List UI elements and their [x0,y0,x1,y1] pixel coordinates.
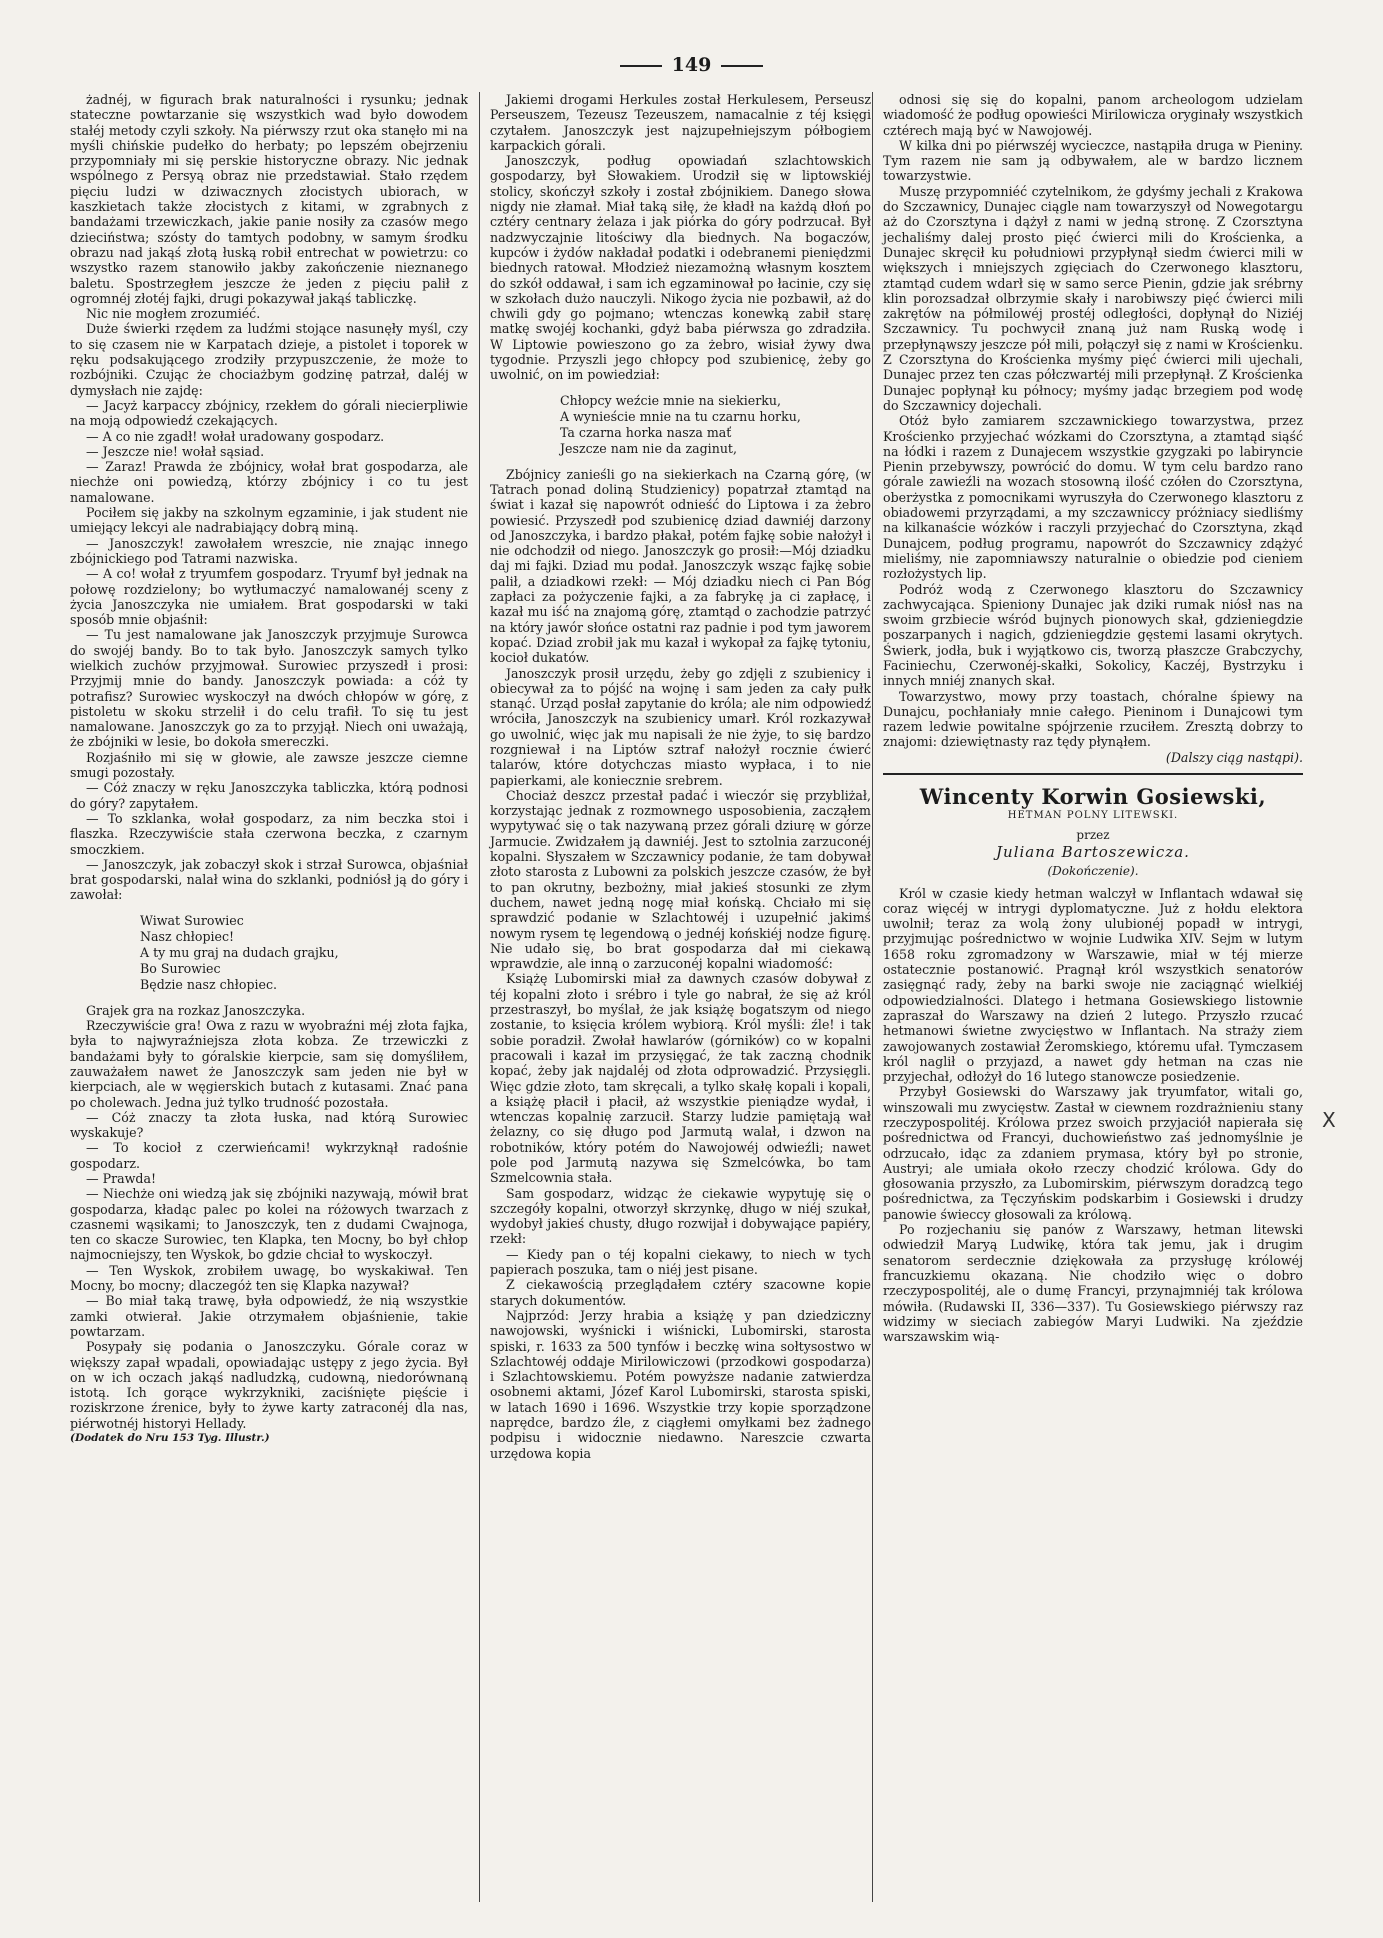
article-by: przez [1076,827,1110,842]
verse [140,913,468,993]
paragraph: Jakiemi drogami Herkules został Herkulesem, Perseusz Perseuszem, Tezeusz Tezeuszem, namacalnie z téj księgi czytałem. Janoszczyk jest najzupełniejszym półbogiem karpackich górali. [490,92,871,153]
paragraph: — To kocioł z czerwieńcami! wykrzyknął radośnie gospodarz. [70,1140,468,1171]
paragraph: Zbójnicy zanieśli go na siekierkach na Czarną górę, (w Tatrach ponad doliną Studzienicy) popatrzał ztamtąd na świat i kazał się napowrót odnieść do Liptowa i za żebro powiesić. Przyszedł pod szubienicę dziad dawniéj darzony od Janoszczyka, i bardzo płakał, potém fajkę sobie nałożył i nie odchodził od niego. Janoszczyk go prosił:—Mój dziadku daj mi fajki. Dziad mu podał. Janoszczyk wsząc fajkę sobie palił, a dziadkowi rzekł: — Mój dziadku niech ci Pan Bóg zapłaci za pożyczenie fajki, a za fabrykę ja ci zapłacę, i kazał mu iść na znajomą górę, ztamtąd o zachodzie patrzyć na który jawór słońce ostatni raz padnie i pod tym jaworem kopać. Dziad zrobił jak mu kazał i wykopał za fajkę tytoniu, kocioł dukatów. [490,466,871,666]
article-subtitle: HETMAN POLNY LITEWSKI. [1007,810,1179,822]
paragraph: Janoszczyk prosił urzędu, żeby go zdjęli z szubienicy i obiecywał za to pójść na wojnę i sam jeden za cały pułk stanąć. Urząd posłał zapytanie do króla; ale nim odpowiedź wróciła, Janoszczyk na szubienicy umarł. Król rozkazywał go uwolnić, więc jak mu napisali że nie żyje, to się bardzo rozgniewał i na Liptów sztraf nałożył rocznie ćwierć talarów, które dotychczas miasto wypłaca, i to nie papierkami, ale koniecznie srebrem. [490,665,871,788]
paragraph: Janoszczyk, podług opowiadań szlachtowskich gospodarzy, był Słowakiem. Urodził się w liptowskiéj stolicy, skończył szkoły i został zbójnikiem. Danego słowa nigdy nie złamał. Miał taką siłę, że kładł na każdą dłoń po cztéry centnary żelaza i jak piórka do góry podrzucał. Był nadzwyczajnie litościwy dla biednych. Na bogaczów, kupców i żydów nakładał podatki i odebranemi pieniędzmi biednych ratował. Młodzież niezamożną własnym kosztem do szkół oddawał, i sam ich egzaminował po łacinie, czy się w szkołach dużo nauczyli. Nikogo życia nie pozbawił, aż do chwili gdy go pojmano; wtenczas konewką zabił starę matkę swojéj kochanki, gdyż baba piérwsza go zdradziła. W Liptowie powieszono go za żebro, wisiał żywy dwa tygodnie. Przyszli jego chłopcy pod szubienicę, żeby go uwolnić, on im powiedział: [490,153,871,383]
paragraph: żadnéj, w figurach brak naturalności i rysunku; jednak stateczne powtarzanie się wszystkich wad było dowodem stałéj metody czyli szkoły. Na piérwszy rzut oka stanęło mi na myśli chińskie pudełko do herbaty; po lepszém obejrzeniu przypomniały mi się perskie historyczne obrazy. Nic jednak wspólnego z Persyą obraz nie przedstawiał. Stało rzędem pięciu ludzi w dziwacznych złocistych ubiorach, w kaszkietach także złocistych z kitami, w zgrabnych z bandażami trzewiczkach, jakie panie nosiły za czasów mego dzieciństwa; szósty do tamtych podobny, w samym środku obrazu nad jakąś złotą łuską robił entrechat w powietrzu: co wszystko razem stanowiło jakby zakończenie nieznanego baletu. Spostrzegłem jeszcze że jeden z pięciu palił z ogromnéj złotéj fajki, drugi pokazywał jakąś tabliczkę. [70,92,468,306]
verse-line: Bo Surowiec [140,960,221,976]
page-number-text: 149 [671,54,712,76]
paragraph: Towarzystwo, mowy przy toastach, chóralne śpiewy na Dunajcu, pochłaniały mnie całego. Pieninom i Dunajcowi tym razem ledwie powitalne spójrzenie rzuciłem. Zresztą dobrzy to znajomi: dziewiętnasty raz tędy płynąłem. [883,688,1303,750]
paragraph: — Jacyż karpaccy zbójnicy, rzekłem do górali niecierpliwie na moją odpowiedź czekających. [70,397,468,429]
column-3 [872,92,1303,1902]
paragraph: — Ten Wyskok, zrobiłem uwagę, bo wyskakiwał. Ten Mocny, bo mocny; dlaczegóż ten się Klapka nazywał? [70,1262,468,1294]
verse-line: A wynieście mnie na tu czarnu horku, [560,408,801,424]
paragraph: — Cóż znaczy ta złota łuska, nad którą Surowiec wyskakuje? [70,1109,468,1141]
paragraph: odnosi się się do kopalni, panom archeologom udzielam wiadomość że podług opowieści Mirilowicza oryginały wszystkich cztérech mają być w Nawojowéj. [883,92,1303,138]
paragraph: Rzeczywiście gra! Owa z razu w wyobraźni méj złota fajka, była to najwyraźniejsza złota kobza. Ze trzewiczki z bandażami były to góralskie kierpcie, sam się domyśliłem, zauważałem nawet że Janoszczyk sam jeden nie był w kierpciach, ale w węgierskich butach z kutasami. Znać pana po cholewach. Jedna już tylko trudność pozostała. [70,1018,468,1110]
paragraph: — Cóż znaczy w ręku Janoszczyka tabliczka, którą podnosi do góry? zapytałem. [70,780,468,811]
paragraph: — Prawda! [86,1171,157,1186]
paragraph: Pociłem się jakby na szkolnym egzaminie, i jak student nie umiejący lekcyi ale nadrabiający dobrą miną. [70,505,468,536]
verse-line: Jeszcze nam nie da zaginut, [560,440,737,456]
paragraph: Sam gospodarz, widząc że ciekawie wypytuję się o szczegóły kopalni, otworzył skrzynkę, długo w niéj szukał, wydobył jakieś chusty, długo rozwijał i dobywające papiéry, rzekł: [490,1185,871,1247]
paragraph: Otóż było zamiarem szczawnickiego towarzystwa, przez Krościenko przyjechać wózkami do Czorsztyna, a ztamtąd siąść na łódki i razem z Dunajecem wszystkie gzygzaki po labiryncie Pienin przebywszy, powrócić do domu. W tym celu bardzo rano górale zawieźli na wozach stosowną ilość czółen do Czorsztyna, oberżystka z pomocnikami wyruszyła do Czerwonego klasztoru z obiadowemi przyrządami, a my szczawniccy próżniacy siedliśmy na kilkanaście wózków i raczyli przyjechać do Czorsztyna, zkąd Dunajcem, podług programu, napowrót do Szczawnicy zdążyć mieliśmy, nie zapomniawszy naturalnie o obiedzie pod cieniem rozłożystych lip. [883,413,1303,582]
paragraph: Grajek gra na rozkaz Janoszczyka. [86,1002,306,1018]
article-note: (Dokończenie). [1047,864,1139,879]
to-be-continued: (Dalszy ciąg nastąpi). [1165,749,1303,765]
paragraph: Posypały się podania o Janoszczyku. Górale coraz w większy zapał wpadali, opowiadając ustępy z jego życia. Był on w ich oczach jakąś nadludzką, cudowną, niedorównaną istotą. Ich gorące wykrzykniki, zaciśnięte pięście i roziskrzone źrenice, były to żywe karty zatraconéj dla nas, piérwotnéj historyi Hellady. [70,1339,468,1431]
paragraph: Z ciekawością przeglądałem cztéry szacowne kopie starych dokumentów. [490,1277,871,1308]
paragraph: Przybył Gosiewski do Warszawy jak tryumfator, witali go, winszowali mu zwycięstw. Zastał w ciewnem rozdrażnieniu stany rzeczypospolitéj. Królowa przez swoich przyjaciół napierała się pośrednictwa od Francyi, duchowieństwo zaś jednomyślnie je odrzucało, idąc za zdaniem prymasa, który był po stronie, Austryi; ale umiała około rzeczy chodzić królowa. Gdy do głosowania przyszło, za Lubomirskim, piérwszym doradzcą tego pośrednictwa, za Tęczyńskim podskarbim i Gosiewski i drudzy panowie świeccy głosowali za królową. [883,1084,1303,1222]
paragraph: — Kiedy pan o téj kopalni ciekawy, to niech w tych papierach poszuka, tam o niéj jest pisane. [490,1246,871,1278]
paragraph: Podróż wodą z Czerwonego klasztoru do Szczawnicy zachwycająca. Spieniony Dunajec jak dziki rumak niósł nas na swoim grzbiecie wśród bujnych pionowych skał, gdzieniegdzie poszarpanych i nagich, gdzieniegdzie gęstemi lasami okrytych. Świerk, jodła, buk i wyjątkowo cis, tworzą płaszcze Grabczychy, Faciniechu, Czerwonéj-skałki, Sokolicy, Kaczéj, Bystrzyku i innych mniéj znanych skał. [883,581,1303,689]
article-title: Wincenty Korwin Gosiewski, [919,784,1267,810]
margin-mark: X [1322,1108,1336,1132]
verse-line: A ty mu graj na dudach grajku, [140,944,339,960]
column-1 [70,92,468,1902]
article-author: Juliana Bartoszewicza. [996,842,1190,861]
paragraph: — Jeszcze nie! wołał sąsiad. [86,443,265,459]
paragraph: Po rozjechaniu się panów z Warszawy, hetman litewski odwiedził Maryą Ludwikę, która tak jemu, jak i drugim senatorom serdecznie dziękowała za przysługę królowéj francuzkiemu okazaną. Nie chodziło więc o dobro rzeczypospolitéj, ale o dumę Francyi, przynajmniéj tak królowa mówiła. (Rudawski II, 336—337). Tu Gosiewskiego piérwszy raz widzimy w sieciach zabiegów Maryi Ludwiki. Na zjeździe warszawskim wią- [883,1222,1303,1345]
page-number [0,54,1383,76]
paragraph: — Zaraz! Prawda że zbójnicy, wołał brat gospodarza, ale niechże oni powiedzą, którzy zbójnicy i co tu jest namalowane. [70,459,468,505]
column-2 [479,92,871,1902]
paragraph: — A co nie zgadł! wołał uradowany gospodarz. [86,428,385,444]
paragraph: — Niechże oni wiedzą jak się zbójniki nazywają, mówił brat gospodarza, kładąc palec po kolei na różowych twarzach z czasnemi wąsikami; to Janoszczyk, ten z dudami Cwajnoga, ten co skacze Surowiec, ten Klapka, ten Mocny, bo był chłop najmocniejszy, ten Wyskok, bo gdzie chciał to wyskoczył. [70,1186,468,1263]
paragraph: — A co! wołał z tryumfem gospodarz. Tryumf był jednak na połowę rozdzielony; bo wytłumaczyć namalowanéj sceny z życia Janoszczyka nie umiałem. Brat gospodarski w taki sposób mnie objaśnił: [70,566,468,628]
paragraph: Duże świerki rzędem za ludźmi stojące nasunęły myśl, czy to się czasem nie w Karpatach dzieje, a pistolet i toporek w ręku podsakującego zrodziły przypuszczenie, że może to rozbójniki. Czując że chociażbym godzinę patrzał, daléj w dymysłach nie zajdę: [70,321,468,398]
section-divider [883,773,1303,775]
paragraph: Chociaż deszcz przestał padać i wieczór się przybliżał, korzystając jednak z rozmownego usposobienia, zacząłem wypytywać się o tak nazywaną przez górali dziurę w górze Jarmucie. Zwidzałem ją dawniéj. Jest to sztolnia zarzuconéj kopalni. Słyszałem w Szczawnicy podanie, że tam dobywał złoto starosta z Lubowni za polskich jeszcze czasów, że był to pan okrutny, bezbożny, miał jakieś stosunki ze złym duchem, nawet jedną nogę miał końską. Chciało mi się sprawdzić podanie w Szlachtowéj i uzupełnić jakimś nowym rysem tę legendową o jednéj końskiéj nodze figurę. Nie udało się, bo brat gospodarza dał mi ciekawą wprawdzie, ale inną o zarzuconéj kopalni wiadomość: [490,787,871,972]
paragraph: Król w czasie kiedy hetman walczył w Inflantach wdawał się coraz więcéj w intrygi dyplomatyczne. Już z hołdu elektora uwolnił; teraz za wolą żony ulubionéj popadł w intrygi, przyjmując pośrednictwo w wojnie Ludwika XIV. Sejm w lutym 1658 roku zgromadzony w Warszawie, miał w téj mierze ostatecznie postanowić. Pragnął król wszystkich senatorów zasięgnąć rady, żeby na barki swoje nie zaciągnąć wielkiéj odpowiedzialności. Dlatego i hetmana Gosiewskiego listownie zapraszał do Warszawy na dzień 2 lutego. Przyszło rzucać hetmanowi świetne zwycięstwo w Inflantach. Na straży ziem zawojowanych zostawiał Żeromskiego, któremu ufał. Tymczasem król naglił o przyjazd, a nawet gdy hetman na czas nie przyjechał, odłożył do 16 lutego stanowcze posiedzenie. [883,885,1303,1085]
paragraph: Najprzód: Jerzy hrabia a książę y pan dziedziczny nawojowski, wyśnicki i wiśnicki, Lubomirski, starosta spiski, r. 1633 za 500 tynfów i beczkę wina sołtysostwo w Szlachtowéj oddaje Mirilowiczowi (przodkowi gospodarza) i Szlachtowskiemu. Potém powyższe nadanie zatwierdza osobnemi aktami, Józef Karol Lubomirski, starosta spiski, w latach 1690 i 1696. Wszystkie trzy kopie sporządzone naprędce, bardzo źle, z ciągłemi omyłkami bez żadnego podpisu i widocznie niedawno. Nareszcie czwarta urzędowa kopia [490,1307,871,1461]
paragraph: Muszę przypomniéć czytelnikom, że gdyśmy jechali z Krakowa do Szczawnicy, Dunajec ciągle nam towarzyszył od Nowegotargu aż do Czorsztyna i dążył z nami w jedną stronę. Z Czorsztyna jechaliśmy dalej prosto pięć ćwierci mili do Krościenka, a Dunajec skręcił ku południowi przypłynął siedm ćwierci mili w większych i mniejszych zgięciach do Czerwonego klasztoru, ztamtąd cudem wdarł się w samo serce Pienin, gdzie jak srébrny klin porozsadzał olbrzymie skały i narobiwszy pięć ćwierci mili zakrętów na półmilowéj prostéj odległości, dopłynął do Niziéj Szczawnicy. Tu pochwycił znaną już nam Ruską wodę i przepłynąwszy jeszcze pół mili, połączył się z nami w Krościenku. Z Czorsztyna do Krościenka myśmy pięć ćwierci mili ujechali, Dunajec przez ten czas półczwartéj mili przepłynął. Z Krościenka Dunajec popłynął ku północy; myśmy jadąc brzegiem pod wodę do Szczawnicy dojechali. [883,183,1303,413]
verse-line: Będzie nasz chłopiec. [140,976,278,992]
verse-line: Nasz chłopiec! [140,928,235,944]
paragraph: — Bo miał taką trawę, była odpowiedź, że nią wszystkie zamki otwierał. Jakie otrzymałem objaśnienie, takie powtarzam. [70,1293,468,1339]
paragraph: — To szklanka, wołał gospodarz, za nim beczka stoi i flaszka. Rzeczywiście stała czerwona beczka, z czarnym smoczkiem. [70,810,468,857]
verse-line: Chłopcy weźcie mnie na siekierku, [560,392,782,408]
paragraph: — Janoszczyk, jak zobaczył skok i strzał Surowca, objaśniał brat gospodarski, nalał wina do szklanki, podniósł ją do góry i zawołał: [70,856,468,903]
paragraph: — Janoszczyk! zawołałem wreszcie, nie znając innego zbójnickiego pod Tatrami nazwiska. [70,535,468,566]
paragraph: W kilka dni po piérwszéj wycieczce, nastąpiła druga w Pieniny. Tym razem nie sam ją odbywałem, ale w bardzo licznem towarzystwie. [883,137,1303,184]
paragraph: Rozjaśniło mi się w głowie, ale zawsze jeszcze ciemne smugi pozostały. [70,749,468,781]
paragraph: Książę Lubomirski miał za dawnych czasów dobywał z téj kopalni złoto i srébro i tyle go nabrał, że się aż król przestraszył, bo myślał, że jak książę bogatszym od niego zostanie, to księcia królem wybiorą. Król myśli: źle! i tak sobie poradził. Zwołał hawlarów (górników) co w kopalni pracowali i kazał im przysięgać, że tak zaczną chodnik kopać, żeby jak najdaléj od złota odprowadzić. Przysięgli. Więc gdzie złoto, tam skręcali, a tylko skałę kopali i kopali, a książę płacił i płacił, aż wszystkie pieniądze wydał, i wtenczas kopalnię zarzucił. Starzy ludzie pamiętają wał żelazny, co się długo pod Jarmutą walał, i dzwon na robotników, który potém do Nawojowéj odwieźli; nawet pole pod Jarmutą nazywa się Szmelcówka, bo tam Szmelcownia stała. [490,971,871,1186]
verse-line: Ta czarna horka nasza mať [560,424,732,440]
paragraph: — Tu jest namalowane jak Janoszczyk przyjmuje Surowca do swojéj bandy. Bo to tak było. Janoszczyk samych tylko wielkich zuchów przyjmował. Surowiec przyszedł i prosi: Przyjmij mnie do bandy. Janoszczyk powiada: a cóż ty potrafisz? Surowiec wyskoczył na dwóch chłopów w górę, z pistoletu w skoku strzelił i do celu trafił. To się tu jest namalowane. Janoszczyk go za to przyjął. Niech oni uważają, że zbójniki w lesie, bo dokoła smereczki. [70,627,468,750]
verse-line: Wiwat Surowiec [140,912,244,928]
verse [560,393,871,457]
paragraph: Nic nie mogłem zrozumiéć. [86,306,261,322]
supplement-note: (Dodatek do Nru 153 Tyg. Illustr.) [70,1432,270,1445]
